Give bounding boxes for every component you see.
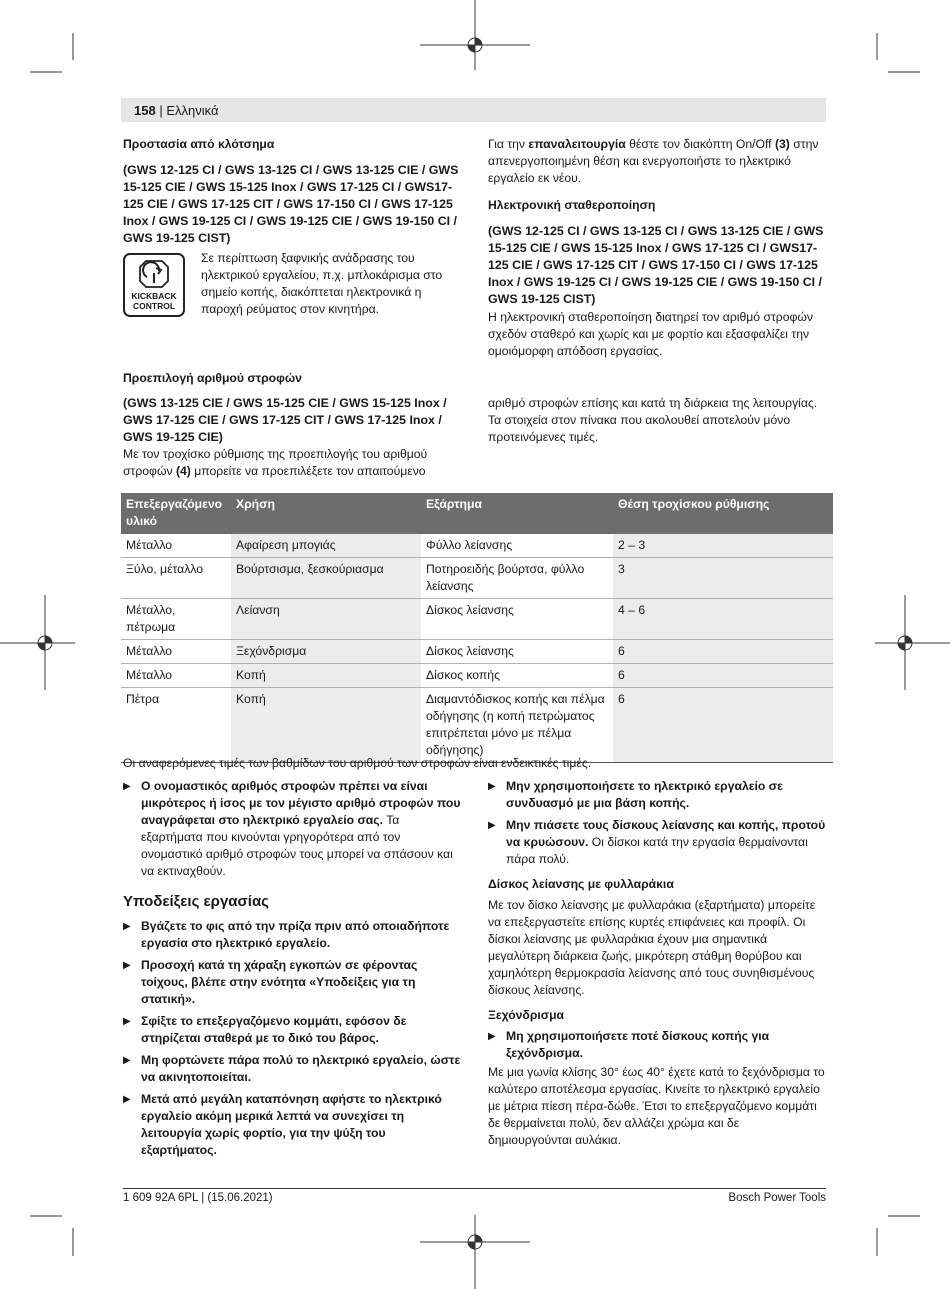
- roughing-warning: Μη χρησιμοποιήσετε ποτέ δίσκους κοπής για ξεχόνδρισμα.: [506, 1029, 770, 1060]
- table-row: [121, 534, 833, 558]
- table-cell: Αφαίρεση μπογιάς: [231, 534, 421, 558]
- control-icon-label: CONTROL: [132, 301, 176, 311]
- list-item: [123, 918, 463, 952]
- roughing-title: Ξεχόνδρισμα: [488, 1008, 565, 1022]
- table-cell: Φύλλο λείανσης: [421, 534, 613, 558]
- stabilization-models: (GWS 12-125 CI / GWS 13-125 CI / GWS 13-125 CIE / GWS 15-125 CIE / GWS 15-125 Inox / GWS 17-125 CI / GWS17-125 CIE / GWS 17-125 CIT / GWS 17-150 CI / GWS 17-125 Inox / GWS 19-125 CI / GWS 19-125 CIE / GWS 19-150 CI / GWS 19-125 CIST): [488, 224, 824, 306]
- table-cell: Μέταλλο, πέτρωμα: [121, 599, 231, 640]
- roughing-text: Με μια γωνία κλίσης 30° έως 40° έχετε κατά το ξεχόνδρισμα το καλύτερο αποτέλεσμα εργασίας. Κινείτε το ηλεκτρικό εργαλείο με μέτρια πίεση πέρα-δώθε. Έτσι το επεξεργαζόμενο κομμάτι δε θερμαίνεται πολύ, δεν αλλάζει χρώμα και δε δημιουργούνται αυλάκια.: [488, 1065, 825, 1147]
- table-cell: 3: [613, 558, 833, 599]
- footer-brand: Bosch Power Tools: [728, 1192, 826, 1204]
- list-item: [123, 1052, 463, 1086]
- preselect-text-a: Με τον τροχίσκο ρύθμισης της προεπιλογής του αριθμού στροφών: [123, 447, 428, 478]
- table-cell: Λείανση: [231, 599, 421, 640]
- flap-disc-text: Με τον δίσκο λείανσης με φυλλαράκια (εξαρτήματα) μπορείτε να επεξεργαστείτε επίσης κυρτές επιφάνειες και προφίλ. Οι δίσκοι λείανσης με φυλλαράκια έχουν μια σημαντικά μεγαλύτερη διάρκεια ζωής, μικρότερη στάθμη θορύβου και χαμηλότερη θερμοκρασία λείανσης από τους συνηθισμένους δίσκους λείανσης.: [488, 898, 816, 997]
- table-header-cell: Επεξεργαζόμενο υλικό: [121, 493, 231, 534]
- arrow-bullet-icon: ▶: [123, 921, 131, 932]
- preselect-text-b: μπορείτε να προεπιλέξετε τον απαιτούμενο: [190, 464, 426, 478]
- table-cell: Ξεχόνδρισμα: [231, 640, 421, 664]
- preselect-text: [123, 446, 453, 480]
- list-item: [123, 957, 463, 1008]
- restart-a: Για την: [488, 137, 529, 151]
- table-cell: Κοπή: [231, 688, 421, 763]
- tip-text: Μετά από μεγάλη καταπόνηση αφήστε το ηλεκτρικό εργαλείο ακόμη μερικά λεπτά να συνεχίσει τη λειτουργία χωρίς φορτίο, για την ψύξη του εξαρτήματος.: [141, 1092, 442, 1157]
- page-header: [134, 103, 219, 118]
- table-row: [121, 640, 833, 664]
- list-item: [488, 817, 826, 868]
- restart-c: στην απενεργοποιημένη θέση και ενεργοποιήστε το ηλεκτρικό εργαλείο εκ νέου.: [488, 137, 819, 185]
- table-cell: Μέταλλο: [121, 664, 231, 688]
- arrow-bullet-icon: ▶: [488, 781, 496, 792]
- tip-text: Βγάζετε το φις από την πρίζα πριν από οποιαδήποτε εργασία στο ηλεκτρικό εργαλείο.: [141, 919, 450, 950]
- table-cell: 4 – 6: [613, 599, 833, 640]
- footer-rule: [123, 1188, 826, 1189]
- cutting-stand-warning: Μην χρησιμοποιήσετε το ηλεκτρικό εργαλείο σε συνδυασμό με μια βάση κοπής.: [506, 779, 783, 810]
- table-header-cell: Χρήση: [231, 493, 421, 534]
- kickback-icon-label: KICKBACK: [131, 291, 177, 301]
- preselect-continuation: αριθμό στροφών επίσης και κατά τη διάρκεια της λειτουργίας. Τα στοιχεία στον πίνακα που ακολουθεί αποτελούν μόνο προτεινόμενες τιμές.: [488, 396, 818, 444]
- footer-doc-number: 1 609 92A 6PL | (15.06.2021): [123, 1192, 273, 1204]
- arrow-bullet-icon: ▶: [123, 781, 131, 792]
- arrow-bullet-icon: ▶: [123, 960, 131, 971]
- hot-disc-warning-text: Οι δίσκοι κατά την εργασία θερμαίνονται πάρα πολύ.: [506, 835, 808, 866]
- table-row: [121, 688, 833, 763]
- list-item: [123, 1013, 463, 1047]
- table-row: [121, 558, 833, 599]
- table-cell: 6: [613, 664, 833, 688]
- hot-disc-warning-bold: Μην πιάσετε τους δίσκους λείανσης και κοπής, προτού να κρυώσουν.: [506, 818, 826, 849]
- table-cell: Βούρτσισμα, ξεσκούριασμα: [231, 558, 421, 599]
- list-item: [488, 1028, 826, 1062]
- preselect-title: Προεπιλογή αριθμού στροφών: [123, 371, 302, 385]
- speed-setting-table: [121, 493, 833, 763]
- table-cell: Μέταλλο: [121, 640, 231, 664]
- table-cell: Δίσκος λείανσης: [421, 599, 613, 640]
- header-separator: |: [159, 103, 163, 118]
- table-note: Οι αναφερόμενες τιμές των βαθμίδων του αριθμού των στροφών είναι ενδεικτικές τιμές.: [123, 756, 592, 770]
- stabilization-text: Η ηλεκτρονική σταθεροποίηση διατηρεί τον αριθμό στροφών σχεδόν σταθερό και χωρίς και με φορτίο και εξασφαλίζει την ομοιόμορφη απόδοση εργασίας.: [488, 310, 814, 358]
- table-header-cell: Θέση τροχίσκου ρύθμισης: [613, 493, 833, 534]
- kickback-models: (GWS 12-125 CI / GWS 13-125 CI / GWS 13-125 CIE / GWS 15-125 CIE / GWS 15-125 Inox / GWS 17-125 CI / GWS17-125 CIE / GWS 17-125 CIT / GWS 17-150 CI / GWS 17-125 Inox / GWS 19-125 CI / GWS 19-125 CIE / GWS 19-150 CI / GWS 19-125 CIST): [123, 163, 459, 245]
- table-cell: 6: [613, 640, 833, 664]
- restart-b: θέστε τον διακόπτη On/Off: [625, 137, 775, 151]
- arrow-bullet-icon: ▶: [123, 1055, 131, 1066]
- page-header-bar: [121, 98, 826, 122]
- tip-text: Σφίξτε το επεξεργαζόμενο κομμάτι, εφόσον δε στηρίζεται σταθερά με το δικό του βάρος.: [141, 1014, 407, 1045]
- table-cell: 6: [613, 688, 833, 763]
- table-cell: Δίσκος κοπής: [421, 664, 613, 688]
- list-item: [123, 1091, 463, 1159]
- header-language: Ελληνικά: [166, 103, 219, 118]
- table-cell: Ξύλο, μέταλλο: [121, 558, 231, 599]
- table-cell: Ποτηροειδής βούρτσα, φύλλο λείανσης: [421, 558, 613, 599]
- table-header-row: [121, 493, 833, 534]
- arrow-bullet-icon: ▶: [123, 1016, 131, 1027]
- arrow-bullet-icon: ▶: [488, 820, 496, 831]
- table-row: [121, 664, 833, 688]
- kickback-title: Προστασία από κλότσημα: [123, 137, 275, 151]
- preselect-models: (GWS 13-125 CIE / GWS 15-125 CIE / GWS 15-125 Inox / GWS 17-125 CIE / GWS 17-125 CIT / GWS 17-125 Inox / GWS 19-125 CIE): [123, 396, 447, 444]
- speed-warning-bold: Ο ονομαστικός αριθμός στροφών πρέπει να είναι μικρότερος ή ίσος με τον μέγιστο αριθμό στροφών που αναγράφεται στο ηλεκτρικό εργαλείο σας.: [141, 779, 461, 827]
- list-item: [123, 778, 463, 880]
- restart-bold: επαναλειτουργία: [528, 137, 626, 151]
- table-cell: Κοπή: [231, 664, 421, 688]
- page-number: 158: [134, 103, 156, 118]
- lower-right-column: [488, 778, 826, 1149]
- restart-text: [488, 136, 828, 187]
- arrow-bullet-icon: ▶: [123, 1094, 131, 1105]
- arrow-bullet-icon: ▶: [488, 1031, 496, 1042]
- table-cell: Δίσκος λείανσης: [421, 640, 613, 664]
- tip-text: Μη φορτώνετε πάρα πολύ το ηλεκτρικό εργαλείο, ώστε να ακινητοποιείται.: [141, 1053, 461, 1084]
- stabilization-title: Ηλεκτρονική σταθεροποίηση: [488, 198, 656, 212]
- preselect-wheel-ref: (4): [175, 464, 191, 478]
- restart-switch-ref: (3): [774, 137, 790, 151]
- tip-text: Προσοχή κατά τη χάραξη εγκοπών σε φέροντας τοίχους, βλέπε στην ενότητα «Υποδείξεις για τη στατική».: [141, 958, 418, 1006]
- flap-disc-title: Δίσκος λείανσης με φυλλαράκια: [488, 877, 674, 891]
- table-header-cell: Εξάρτημα: [421, 493, 613, 534]
- table-cell: Μέταλλο: [121, 534, 231, 558]
- tips-title: Υποδείξεις εργασίας: [123, 893, 269, 910]
- table-row: [121, 599, 833, 640]
- speed-warning-text: Τα εξαρτήματα που κινούνται γρηγορότερα από τον ονομαστικό αριθμό στροφών τους μπορεί να σπάσουν και να εκτιναχθούν.: [141, 813, 453, 878]
- lower-left-column: [123, 778, 463, 1161]
- list-item: [488, 778, 826, 812]
- kickback-control-icon: [123, 253, 185, 317]
- table-cell: Διαμαντόδισκος κοπής και πέλμα οδήγησης (η κοπή πετρώματος επιτρέπεται μόνο με πέλμα οδήγησης): [421, 688, 613, 763]
- table-cell: Πέτρα: [121, 688, 231, 763]
- kickback-text: Σε περίπτωση ξαφνικής ανάδρασης του ηλεκτρικού εργαλείου, π.χ. μπλοκάρισμα στο σημείο κοπής, διακόπτεται ηλεκτρονικά η παροχή ρεύματος στον κινητήρα.: [201, 251, 443, 316]
- table-cell: 2 – 3: [613, 534, 833, 558]
